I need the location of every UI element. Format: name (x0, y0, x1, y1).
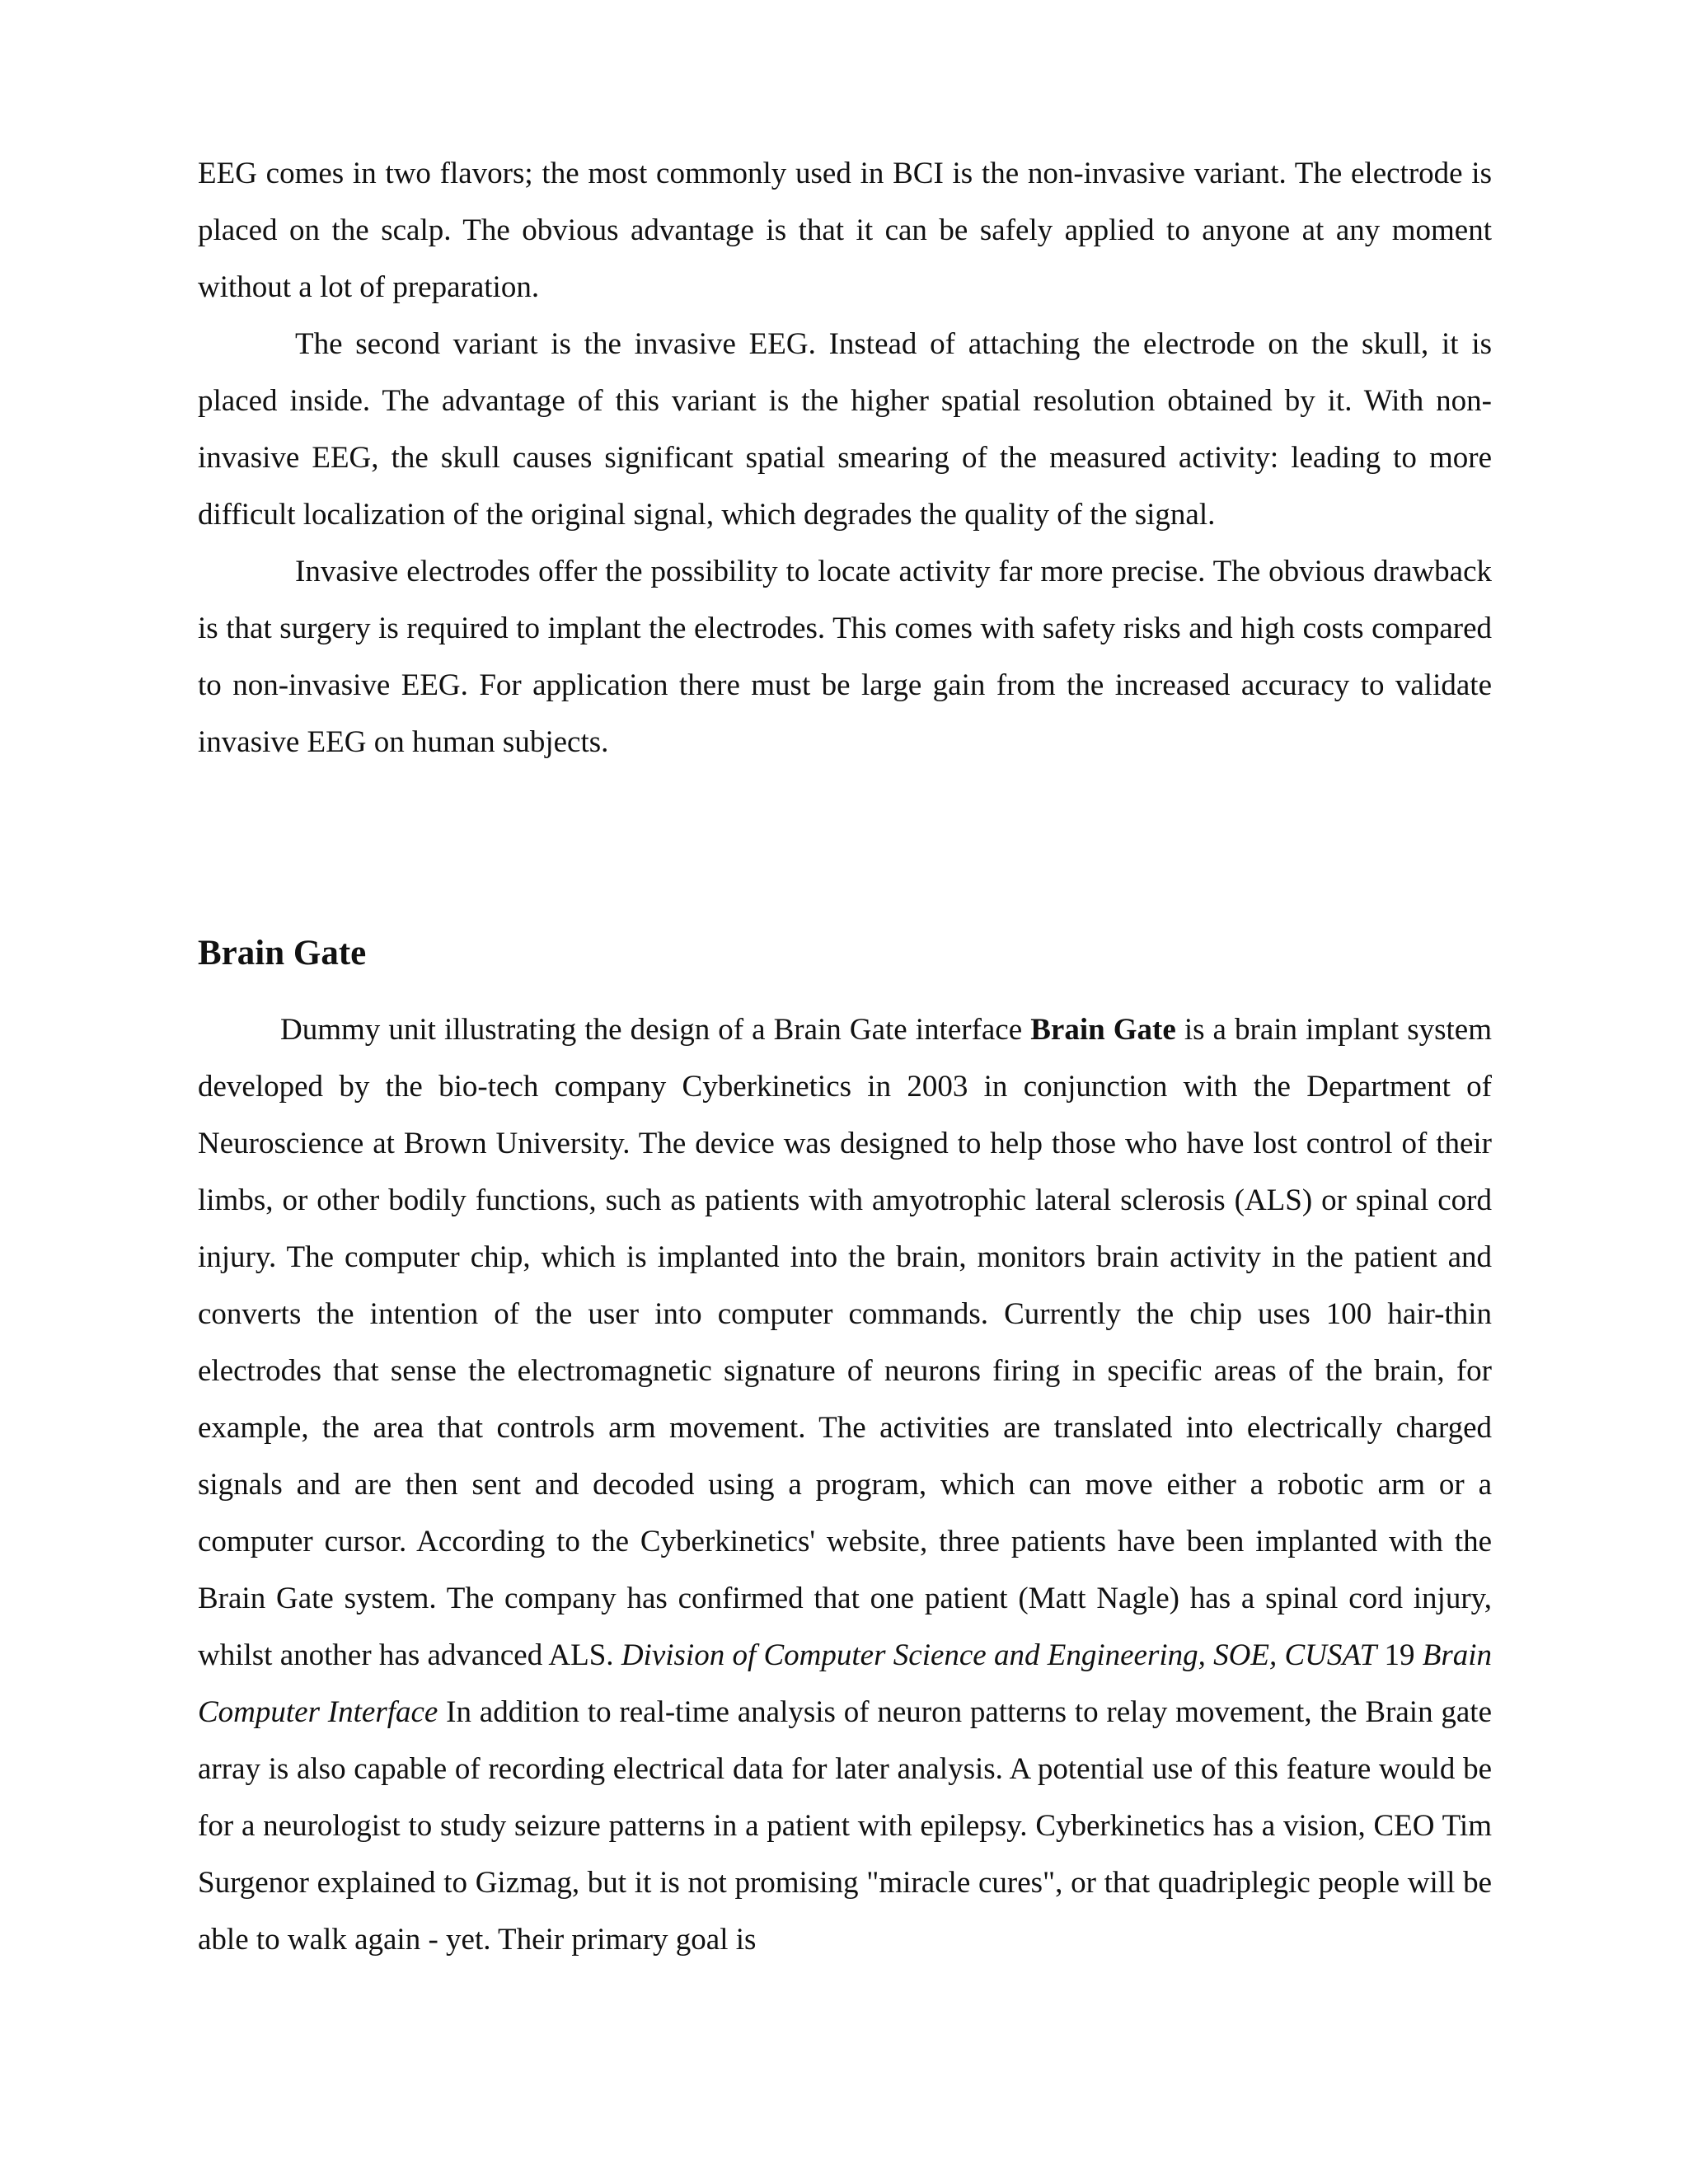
brain-gate-body-2: In addition to real-time analysis of neuron patterns to relay movement, the Brain gate array is also capable of recording electrical data for later analysis. A potential use of this feature would be for a neurologist to study seizure patterns in a patient with epilepsy. Cyberkinetics has a vision, CEO Tim Surgenor explained to Gizmag, but it is not promising "miracle cures", or that quadriplegic people will be able to walk again - yet. Their primary goal is (198, 1695, 1493, 1957)
brain-gate-body-1: is a brain implant system developed by the bio-tech company Cyberkinetics in 2003 in conjunction with the Department of Neuroscience at Brown University. The device was designed to help those who have lost control of their limbs, or other bodily functions, such as patients with amyotrophic lateral sclerosis (ALS) or spinal cord injury. The computer chip, which is implanted into the brain, monitors brain activity in the patient and converts the intention of the user into computer commands. Currently the chip uses 100 hair-thin electrodes that sense the electromagnetic signature of neurons firing in specific areas of the brain, for example, the area that controls arm movement. The activities are translated into electrically charged signals and are then sent and decoded using a program, which can move either a robotic arm or a computer cursor. According to the Cyberkinetics' website, three patients have been implanted with the Brain Gate system. The company has confirmed that one patient (Matt Nagle) has a spinal cord injury, whilst another has advanced ALS. (198, 1013, 1492, 1672)
page-content (198, 145, 1492, 1968)
footer-division-text: Division of Computer Science and Engineering, SOE, CUSAT (621, 1638, 1377, 1672)
header-title-text: Brain Computer Interface (198, 1638, 1493, 1729)
intro-paragraph-3: Invasive electrodes offer the possibility to locate activity far more precise. The obvious drawback is that surgery is required to implant the electrodes. This comes with safety risks and high costs compared to non-invasive EEG. For application there must be large gain from the increased accuracy to validate invasive EEG on human subjects. (198, 555, 1492, 759)
brain-gate-lead: Dummy unit illustrating the design of a Brain Gate interface (280, 1013, 1031, 1047)
heading-spacer (198, 978, 1492, 1001)
brain-gate-paragraph (198, 1001, 1492, 1968)
intro-paragraph-1: EEG comes in two flavors; the most commonly used in BCI is the non-invasive variant. The electrode is placed on the scalp. The obvious advantage is that it can be safely applied to anyone at any moment without a lot of preparation. (198, 157, 1492, 304)
intro-paragraph-2: The second variant is the invasive EEG. Instead of attaching the electrode on the skull, it is placed inside. The advantage of this variant is the higher spatial resolution obtained by it. With non-invasive EEG, the skull causes significant spatial smearing of the measured activity: leading to more difficult localization of the original signal, which degrades the quality of the signal. (198, 327, 1492, 532)
section-spacer (198, 771, 1492, 929)
section-heading-brain-gate: Brain Gate (198, 934, 367, 972)
page-number: 19 (1376, 1638, 1423, 1672)
brain-gate-bold-term: Brain Gate (1030, 1013, 1176, 1047)
